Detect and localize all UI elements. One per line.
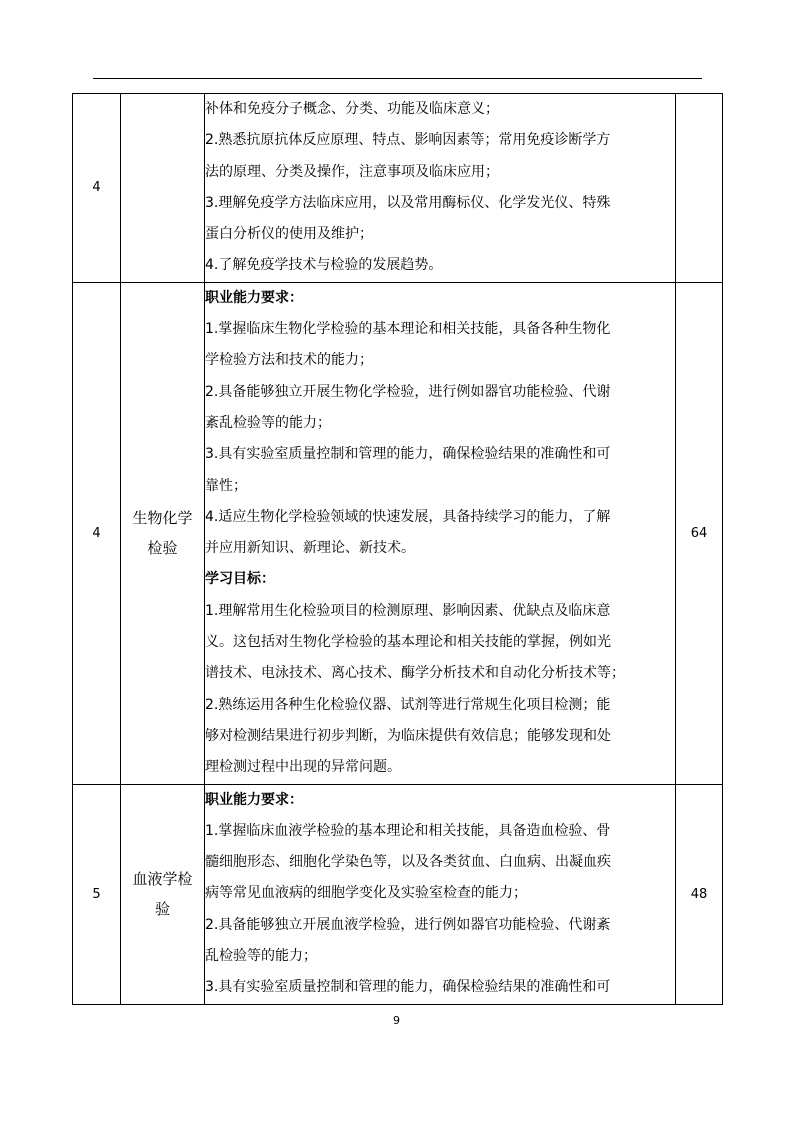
header-rule <box>93 78 702 79</box>
content-line: 理检测过程中出现的异常问题。 <box>205 759 401 776</box>
course-hours-cell: 48 <box>676 784 723 1004</box>
content-line: 2.熟悉抗原抗体反应原理、特点、影响因素等；常用免疫诊断学方 <box>205 132 611 149</box>
content-line: 3.理解免疫学方法临床应用，以及常用酶标仪、化学发光仪、特殊 <box>205 194 611 211</box>
course-name-line: 检验 <box>147 539 178 558</box>
table-row <box>73 282 723 784</box>
content-line: 2.熟练运用各种生化检验仪器、试剂等进行常规生化项目检测；能 <box>205 696 611 713</box>
content-line: 乱检验等的能力； <box>205 948 317 965</box>
content-line: 2.具备能够独立开展生物化学检验，进行例如器官功能检验、代谢 <box>205 383 611 400</box>
content-line: 并应用新知识、新理论、新技术。 <box>205 540 415 557</box>
content-line: 法的原理、分类及操作，注意事项及临床应用； <box>205 163 499 180</box>
course-name-line: 血液学检 <box>132 870 193 889</box>
content-line: 学检验方法和技术的能力； <box>205 352 373 369</box>
content-line: 4.了解免疫学技术与检验的发展趋势。 <box>205 257 443 274</box>
content-line: 靠性； <box>205 477 247 494</box>
course-content-cell <box>205 282 676 784</box>
course-table-body <box>73 94 723 1005</box>
section-heading: 职业能力要求： <box>205 289 303 306</box>
course-content-cell <box>205 94 676 283</box>
content-line: 补体和免疫分子概念、分类、功能及临床意义； <box>205 101 499 117</box>
content-line: 1.掌握临床血液学检验的基本理论和相关技能，具备造血检验、骨 <box>205 822 611 839</box>
section-heading: 职业能力要求： <box>205 791 303 808</box>
course-hours-cell <box>676 94 723 283</box>
course-number-cell: 4 <box>73 282 121 784</box>
content-line: 够对检测结果进行初步判断，为临床提供有效信息；能够发现和处 <box>205 727 611 744</box>
course-name-cell <box>121 94 205 283</box>
content-line: 1.掌握临床生物化学检验的基本理论和相关技能，具备各种生物化 <box>205 321 611 338</box>
page-number: 9 <box>393 1014 400 1027</box>
course-table <box>72 93 723 1005</box>
course-name-line: 生物化学 <box>132 509 193 528</box>
content-line: 谱技术、电泳技术、离心技术、酶学分析技术和自动化分析技术等； <box>205 665 625 682</box>
course-hours-cell: 64 <box>676 282 723 784</box>
course-number-cell: 5 <box>73 784 121 1004</box>
section-heading: 学习目标： <box>205 571 275 588</box>
content-line: 1.理解常用生化检验项目的检测原理、影响因素、优缺点及临床意 <box>205 602 611 619</box>
content-line: 3.具有实验室质量控制和管理的能力，确保检验结果的准确性和可 <box>205 979 611 996</box>
content-line: 义。这包括对生物化学检验的基本理论和相关技能的掌握，例如光 <box>205 634 611 651</box>
content-line: 2.具备能够独立开展血液学检验，进行例如器官功能检验、代谢紊 <box>205 916 611 933</box>
content-line: 紊乱检验等的能力； <box>205 414 331 431</box>
content-line: 蛋白分析仪的使用及维护； <box>205 226 373 243</box>
content-line: 3.具有实验室质量控制和管理的能力，确保检验结果的准确性和可 <box>205 446 611 463</box>
course-name-cell <box>121 282 205 784</box>
content-line: 4.适应生物化学检验领域的快速发展，具备持续学习的能力，了解 <box>205 508 611 525</box>
course-name-cell <box>121 784 205 1004</box>
content-line: 病等常见血液病的细胞学变化及实验室检查的能力； <box>205 885 527 902</box>
course-name-line: 验 <box>154 900 170 919</box>
course-number-cell: 4 <box>73 94 121 283</box>
course-content-cell <box>205 784 676 1004</box>
content-line: 髓细胞形态、细胞化学染色等，以及各类贫血、白血病、出凝血疾 <box>205 854 611 871</box>
table-row <box>73 784 723 1004</box>
table-row <box>73 94 723 283</box>
